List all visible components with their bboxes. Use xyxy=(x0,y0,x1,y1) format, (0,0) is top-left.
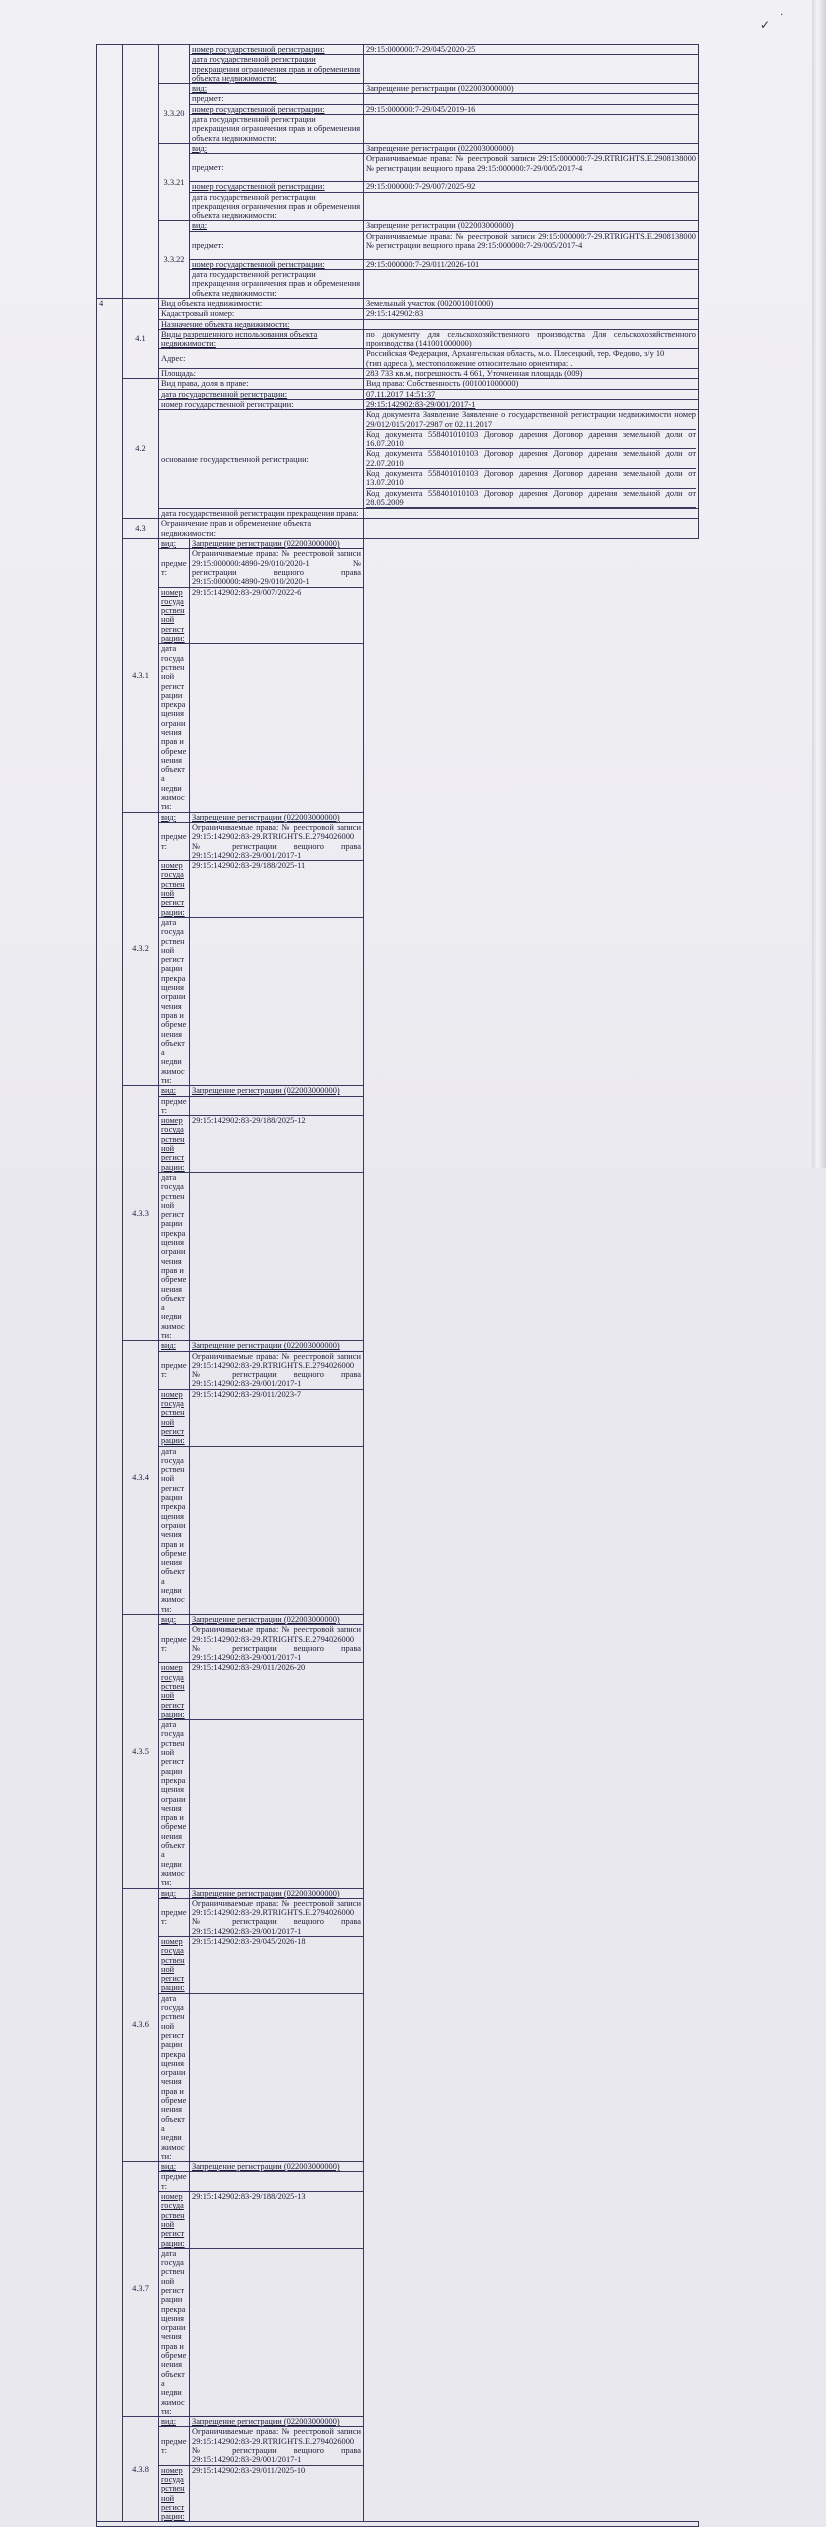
field-value xyxy=(190,2248,364,2416)
field-label: предмет: xyxy=(190,231,364,259)
field-value: 29:15:142902:83-29/011/2026-20 xyxy=(190,1663,364,1720)
table-row xyxy=(97,45,699,55)
table-row xyxy=(97,1898,699,1936)
item-number: 4.3.5 xyxy=(123,1614,159,1888)
table-row xyxy=(97,2427,699,2465)
table-row xyxy=(97,2192,699,2249)
field-label: Кадастровый номер: xyxy=(159,309,364,319)
field-label: номер государственной регистрации: xyxy=(159,1116,190,1173)
table-row xyxy=(97,319,699,329)
field-value xyxy=(190,1993,364,2161)
field-value: Запрещение регистрации (022003000000) xyxy=(190,2162,364,2172)
field-label: вид: xyxy=(159,1086,190,1096)
item-number: 4.3.3 xyxy=(123,1086,159,1341)
table-row xyxy=(97,1993,699,2161)
field-label: Ограничение прав и обременение объекта недвижимости: xyxy=(159,519,364,539)
field-value xyxy=(364,55,699,84)
field-value: 29:15:142902:83-29/011/2023-7 xyxy=(190,1389,364,1446)
page-edge xyxy=(812,0,826,1168)
field-label: предмет: xyxy=(159,1351,190,1389)
field-label: номер государственной регистрации: xyxy=(190,182,364,192)
field-label: Виды разрешенного использования объекта недвижимости: xyxy=(159,329,364,349)
section-number: 4 xyxy=(97,298,123,2521)
field-label: вид: xyxy=(159,2417,190,2427)
field-label: предмет: xyxy=(159,1625,190,1663)
field-label: вид: xyxy=(190,221,364,231)
table-row xyxy=(97,1663,699,1720)
scan-mark: ✓ xyxy=(760,18,771,32)
field-value: 29:15:142902:83-29/001/2017-1 xyxy=(364,399,699,409)
field-label: основание государственной регистрации: xyxy=(159,410,364,509)
field-value xyxy=(190,917,364,1085)
table-row xyxy=(97,861,699,918)
field-label: дата государственной регистрации прекращения ограничения прав и обременения объекта недвижимости: xyxy=(159,917,190,1085)
field-label: дата государственной регистрации прекращения ограничения прав и обременения объекта недвижимости: xyxy=(190,115,364,144)
field-value: 29:15:142902:83-29/188/2025-11 xyxy=(190,861,364,918)
table-row xyxy=(97,1720,699,1888)
field-label: номер государственной регистрации: xyxy=(190,45,364,55)
basis-document: Код документа 558401010103 Договор дарения Договор дарения земельной доли от 28.05.2009 xyxy=(366,488,696,507)
field-value: Запрещение регистрации (022003000000) xyxy=(364,221,699,231)
item-number: 4.3.2 xyxy=(123,812,159,1086)
field-label: дата государственной регистрации прекращения ограничения прав и обременения объекта недвижимости: xyxy=(159,2248,190,2416)
field-value: Ограничиваемые права: № реестровой записи 29:15:142902:83-29.RTRIGHTS.E.2794026000 № регистрации вещного права 29:15:142902:83-29/001/2017-1 xyxy=(190,2427,364,2465)
table-row xyxy=(97,1888,699,1898)
field-value xyxy=(190,644,364,812)
field-label: вид: xyxy=(190,84,364,94)
field-value xyxy=(190,1720,364,1888)
field-label: дата государственной регистрации прекращения ограничения прав и обременения объекта недвижимости: xyxy=(190,270,364,299)
field-label: предмет: xyxy=(159,2172,190,2192)
table-row xyxy=(97,519,699,539)
field-value: Запрещение регистрации (022003000000) xyxy=(364,84,699,94)
field-label: вид: xyxy=(159,539,190,549)
table-row xyxy=(97,2248,699,2416)
field-value xyxy=(364,270,699,299)
basis-document: Код документа 558401010103 Договор дарения Договор дарения земельной доли от 22.07.2010 xyxy=(366,449,696,468)
table-row xyxy=(97,410,699,509)
field-label: номер государственной регистрации: xyxy=(159,1937,190,1994)
item-number: 4.3.8 xyxy=(123,2417,159,2522)
field-value: Ограничиваемые права: № реестровой записи 29:15:000000:4890-29/010/2020-1 № регистрации вещного права 29:15:000000:4890-29/010/2020-1 xyxy=(190,549,364,587)
field-label: предмет: xyxy=(159,1898,190,1936)
address-line: (тип адреса ), местоположение относительно ориентира: . xyxy=(366,358,573,368)
field-value xyxy=(190,1446,364,1614)
table-row xyxy=(97,1116,699,1173)
field-value xyxy=(364,94,699,104)
table-row xyxy=(97,369,699,379)
field-value xyxy=(190,1172,364,1340)
item-number: 4.3.7 xyxy=(123,2162,159,2417)
field-label: номер государственной регистрации: xyxy=(159,1663,190,1720)
field-label: предмет: xyxy=(190,94,364,104)
field-label: вид: xyxy=(190,143,364,153)
field-label: дата государственной регистрации прекращения ограничения прав и обременения объекта недвижимости: xyxy=(159,644,190,812)
table-row xyxy=(97,84,699,94)
field-label: номер государственной регистрации: xyxy=(190,259,364,269)
field-label: Вид объекта недвижимости: xyxy=(159,298,364,308)
table-row xyxy=(97,2417,699,2427)
field-label: вид: xyxy=(159,1614,190,1624)
field-label: Площадь: xyxy=(159,369,364,379)
field-value: 29:15:142902:83 xyxy=(364,309,699,319)
field-value: 07.11.2017 14:51:37 xyxy=(364,389,699,399)
item-number: 3.3.21 xyxy=(159,143,190,220)
field-value: Ограничиваемые права: № реестровой записи 29:15:142902:83-29.RTRIGHTS.E.2794026000 № регистрации вещного права 29:15:142902:83-29/001/2017-1 xyxy=(190,1625,364,1663)
item-number: 4.1 xyxy=(123,298,159,378)
field-value: Ограничиваемые права: № реестровой записи 29:15:000000:7-29.RTRIGHTS.E.2908138000 № регистрации вещного права 29:15:000000:7-29/005/2017-4 xyxy=(364,231,699,259)
field-label: дата государственной регистрации прекращения ограничения прав и обременения объекта недвижимости: xyxy=(159,1446,190,1614)
field-label: номер государственной регистрации: xyxy=(159,399,364,409)
basis-document: Код документа Заявление Заявление о государственной регистрации недвижимости номер 29/012/015/2017-2987 от 02.11.2017 xyxy=(366,410,696,429)
field-label: предмет: xyxy=(159,822,190,860)
registry-table xyxy=(96,44,699,2527)
field-label: номер государственной регистрации: xyxy=(159,2192,190,2249)
field-label: дата государственной регистрации прекращения ограничения прав и обременения объекта недвижимости: xyxy=(159,1720,190,1888)
scan-mark: · xyxy=(780,10,784,21)
item-number: 4.3.6 xyxy=(123,1888,159,2162)
field-value: Запрещение регистрации (022003000000) xyxy=(190,1614,364,1624)
field-value xyxy=(364,115,699,144)
table-row xyxy=(97,298,699,308)
table-bottom xyxy=(97,2522,699,2527)
item-number: 3.3.20 xyxy=(159,84,190,144)
field-value: 29:15:000000:7-29/045/2019-16 xyxy=(364,104,699,114)
table-row xyxy=(97,587,699,644)
field-value: 29:15:142902:83-29/045/2026-18 xyxy=(190,1937,364,1994)
table-row xyxy=(97,2522,699,2527)
table-row xyxy=(97,379,699,389)
table-row xyxy=(97,812,699,822)
field-label: вид: xyxy=(159,1341,190,1351)
table-row xyxy=(97,644,699,812)
table-row xyxy=(97,549,699,587)
field-label: дата государственной регистрации прекращения ограничения прав и обременения объекта недвижимости: xyxy=(159,1993,190,2161)
table-row xyxy=(97,349,699,369)
item-number: 4.3.1 xyxy=(123,539,159,813)
item-number: 4.3 xyxy=(123,519,159,539)
table-row xyxy=(97,539,699,549)
basis-document: Код документа 558401010103 Договор дарения Договор дарения земельной доли от 13.07.2010 xyxy=(366,468,696,488)
field-label: Адрес: xyxy=(159,349,364,369)
field-value xyxy=(364,410,699,509)
field-label: дата государственной регистрации прекращения ограничения прав и обременения объекта недвижимости: xyxy=(159,1172,190,1340)
field-value: 29:15:000000:7-29/045/2020-25 xyxy=(364,45,699,55)
field-value xyxy=(190,2172,364,2192)
table-row xyxy=(97,1172,699,1340)
field-value: Запрещение регистрации (022003000000) xyxy=(190,812,364,822)
table-row xyxy=(97,1351,699,1389)
field-value: 29:15:142902:83-29/188/2025-13 xyxy=(190,2192,364,2249)
field-value: Ограничиваемые права: № реестровой записи 29:15:142902:83-29.RTRIGHTS.E.2794026000 № регистрации вещного права 29:15:142902:83-29/001/2017-1 xyxy=(190,1351,364,1389)
field-value: Земельный участок (002001001000) xyxy=(364,298,699,308)
address-line: Российская Федерация, Архангельская область, м.о. Плесецкий, тер. Федово, з/у 10 xyxy=(366,349,665,359)
field-value: 29:15:000000:7-29/007/2025-92 xyxy=(364,182,699,192)
field-label: предмет: xyxy=(159,1096,190,1116)
item-number: 3.3.22 xyxy=(159,221,190,298)
table-row xyxy=(97,822,699,860)
field-value: по документу для сельскохозяйственного производства Для сельскохозяйственного производства (141001000000) xyxy=(364,329,699,349)
field-label: вид: xyxy=(159,2162,190,2172)
table-row xyxy=(97,917,699,1085)
field-value: Ограничиваемые права: № реестровой записи 29:15:142902:83-29.RTRIGHTS.E.2794026000 № регистрации вещного права 29:15:142902:83-29/001/2017-1 xyxy=(190,1898,364,1936)
field-value xyxy=(364,319,699,329)
table-row xyxy=(97,399,699,409)
table-row xyxy=(97,1446,699,1614)
field-label: дата государственной регистрации прекращения ограничения прав и обременения объекта недвижимости: xyxy=(190,192,364,221)
field-value: Запрещение регистрации (022003000000) xyxy=(190,2417,364,2427)
table-row xyxy=(97,389,699,399)
field-value xyxy=(364,349,699,369)
field-label: дата государственной регистрации прекращения ограничения прав и обременения объекта недвижимости: xyxy=(190,55,364,84)
extract-table xyxy=(96,44,698,2527)
field-label: предмет: xyxy=(190,154,364,182)
field-value: 29:15:142902:83-29/188/2025-12 xyxy=(190,1116,364,1173)
field-value: Запрещение регистрации (022003000000) xyxy=(190,1086,364,1096)
field-label: номер государственной регистрации: xyxy=(190,104,364,114)
field-label: номер государственной регистрации: xyxy=(159,861,190,918)
field-label: дата государственной регистрации: xyxy=(159,389,364,399)
field-value: 29:15:142902:83-29/011/2025-10 xyxy=(190,2465,364,2522)
field-value: Ограничиваемые права: № реестровой записи 29:15:142902:83-29.RTRIGHTS.E.2794026000 № регистрации вещного права 29:15:142902:83-29/001/2017-1 xyxy=(190,822,364,860)
field-value: Вид права: Собственность (001001000000) xyxy=(364,379,699,389)
field-value xyxy=(190,1096,364,1116)
table-row xyxy=(97,1086,699,1096)
field-label: номер государственной регистрации: xyxy=(159,587,190,644)
field-label: предмет: xyxy=(159,2427,190,2465)
table-row xyxy=(97,1096,699,1116)
table-row xyxy=(97,1389,699,1446)
field-value: Запрещение регистрации (022003000000) xyxy=(190,1888,364,1898)
field-value: 29:15:000000:7-29/011/2026-101 xyxy=(364,259,699,269)
table-row xyxy=(97,1625,699,1663)
table-row xyxy=(97,329,699,349)
field-value: Запрещение регистрации (022003000000) xyxy=(190,539,364,549)
table-row xyxy=(97,1937,699,1994)
field-label: Вид права, доля в праве: xyxy=(159,379,364,389)
table-row xyxy=(97,2162,699,2172)
field-label: вид: xyxy=(159,1888,190,1898)
table-row xyxy=(97,221,699,231)
table-row xyxy=(97,1614,699,1624)
field-value: 283 733 кв.м, погрешность 4 661, Уточненная площадь (009) xyxy=(364,369,699,379)
field-label: Назначение объекта недвижимости: xyxy=(159,319,364,329)
table-row xyxy=(97,1341,699,1351)
field-value: Запрещение регистрации (022003000000) xyxy=(364,143,699,153)
basis-document: Код документа 558401010103 Договор дарения Договор дарения земельной доли от 16.07.2010 xyxy=(366,429,696,449)
item-number: 4.3.4 xyxy=(123,1341,159,1615)
item-number: 4.2 xyxy=(123,379,159,519)
field-label: дата государственной регистрации прекращения права: xyxy=(159,509,364,519)
field-value xyxy=(364,519,699,539)
field-value xyxy=(364,192,699,221)
table-row xyxy=(97,309,699,319)
field-value xyxy=(364,509,699,519)
field-value: Запрещение регистрации (022003000000) xyxy=(190,1341,364,1351)
table-row xyxy=(97,2465,699,2522)
table-row xyxy=(97,143,699,153)
field-value: Ограничиваемые права: № реестровой записи 29:15:000000:7-29.RTRIGHTS.E.2908138000 № регистрации вещного права 29:15:000000:7-29/005/2017-4 xyxy=(364,154,699,182)
field-label: предмет: xyxy=(159,549,190,587)
table-row xyxy=(97,2172,699,2192)
field-label: номер государственной регистрации: xyxy=(159,2465,190,2522)
field-value: 29:15:142902:83-29/007/2022-6 xyxy=(190,587,364,644)
field-label: номер государственной регистрации: xyxy=(159,1389,190,1446)
table-row xyxy=(97,509,699,519)
field-label: вид: xyxy=(159,812,190,822)
